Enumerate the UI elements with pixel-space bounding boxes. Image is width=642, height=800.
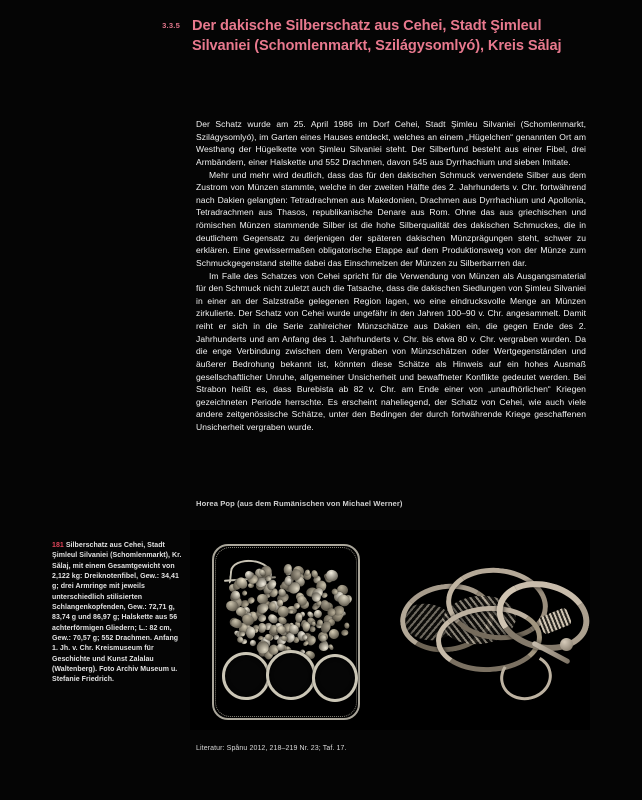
coin <box>249 640 256 647</box>
figure-number: 181 <box>52 542 64 549</box>
coin <box>328 628 339 639</box>
coin <box>246 626 255 638</box>
photo-coins-and-rings <box>190 530 390 730</box>
coin <box>302 622 310 632</box>
figure-caption <box>52 541 183 686</box>
arm-ring-2 <box>266 650 316 700</box>
figure-caption-text: Silberschatz aus Cehei, Stadt Şimleul Silvaniei (Schomlenmarkt), Kr. Sălaj, mit einem Gesamtgewicht von 2,122 kg: Dreiknotenfibel, Gew.: 34,41 g; drei Armringe mit jeweils unterschiedlich stilisierten Schlangenkopfenden, Gew.: 72,71 g, 83,74 g und 86,97 g; Halskette aus 56 achterförmigen Gliedern; L.: 82 cm, Gew.: 70,57 g; 552 Drachmen. Anfang 1. Jh. v. Chr. Kreismuseum für Geschichte und Kunst Zalalau (Waltenberg). Foto Archiv Museum u. Stefanie Friedrich. <box>52 542 182 684</box>
coin <box>312 605 318 610</box>
coin <box>344 622 350 628</box>
coin <box>341 629 349 636</box>
arm-ring-3 <box>312 654 358 702</box>
photo-bracelets-and-fibula <box>390 530 590 730</box>
coin <box>318 641 329 651</box>
body-text-column <box>196 118 586 434</box>
body-paragraph-2: Mehr und mehr wird deutlich, dass das für den dakischen Schmuck verwendete Silber aus dem Zustrom von Münzen stammte, welche in der zweiten Hälfte des 2. Jahrhunderts v. Chr. fortwährend nach Dakien gelangten: Tetradrachmen aus Makedonien, Drachmen aus Dyrrhachium und Apollonia, Tetradrachmen aus Thasos, republikanische Denare aus Rom. Ohne das aus griechischen und römischen Münzen stammende Silber ist die hohe Silberqualität des dakischen Schmuckes, die in deutlichem Gegensatz zu derjenigen der späteren dakischen Münzprägungen steht, schwer zu erklären. Eine gewissermaßen obligatorische Etappe auf dem Produktionsweg von der Münze zum Schmuckgegenstand stellte dabei das Einschmelzen der Münzen zu Silberbarrren dar. <box>196 169 586 268</box>
literature-reference: Literatur: Spânu 2012, 218–219 Nr. 23; Taf. 17. <box>196 745 347 752</box>
figure-plate <box>190 530 590 730</box>
arm-ring-1 <box>222 652 270 700</box>
coin-pile <box>222 560 350 660</box>
body-paragraph-1: Der Schatz wurde am 25. April 1986 im Dorf Cehei, Stadt Şimleu Silvaniei (Schomlenmarkt, Szilágysomlyó), im Garten eines Hauses entdeckt, welches an einem „Hügelchen“ genannten Ort am Westhang der Hügelkette von Şimleu Silvaniei steht. Der Silberfund besteht aus einer Fibel, drei Armbändern, einer Halskette und 552 Drachmen, davon 545 aus Dyrrhachium und sieben Imitate. <box>196 119 586 167</box>
fibula-knob <box>560 638 573 651</box>
author-credit: Horea Pop (aus dem Rumänischen von Michael Werner) <box>196 499 403 508</box>
section-number: 3.3.5 <box>162 21 180 30</box>
coin <box>241 590 248 597</box>
fibula-bow <box>495 648 557 705</box>
coin <box>257 614 267 624</box>
three-knot-fibula <box>500 640 574 700</box>
page-title: Der dakische Silberschatz aus Cehei, Stadt Şimleul Silvaniei (Schomlenmarkt, Szilágysomlyó), Kreis Sălaj <box>192 18 562 54</box>
page-heading <box>0 16 642 56</box>
body-paragraph-3: Im Falle des Schatzes von Cehei spricht für die Verwendung von Münzen als Ausgangsmaterial für den Schmuck nicht zuletzt auch die Tatsache, dass die dakischen Siedlungen von Şimleu Silvaniei in einer an der Salzstraße gelegenen Region lagen, wo eine eindrucksvolle Menge an Münzen zirkulierte. Der Schatz von Cehei wurde ungefähr in den Jahren 100–90 v. Chr. angesammelt. Damit reiht er sich in die Serie zahlreicher Münzschätze aus Dakien ein, die gegen Ende des 2. Jahrhunderts und am Anfang des 1. Jahrhunderts v. Chr. bis etwa 80 v. Chr. vergraben wurden. Da die enge Verbindung zwischen dem Vergraben von Münzschätzen oder Wertgegenständen und äußerer Bedrohung bekannt ist, könnten diese Schätze als Hinweis auf ein hohes Ausmaß gesellschaftlicher Unruhe, allgemeiner Unsicherheit und bewaffneter Konflikte gedeutet werden. Bei Strabon heißt es, dass Burebista ab 82 v. Chr. am Ende einer von „unaufhörlichen“ Kriegen gezeichneten Periode herrschte. Es erscheint naheliegend, der Schatz von Cehei, wie auch viele andere zeitgenössische Schätze, unter den Bedingen der durch fortwährende Kriege geschaffenen Unsicherheit vergraben wurde. <box>196 270 586 432</box>
